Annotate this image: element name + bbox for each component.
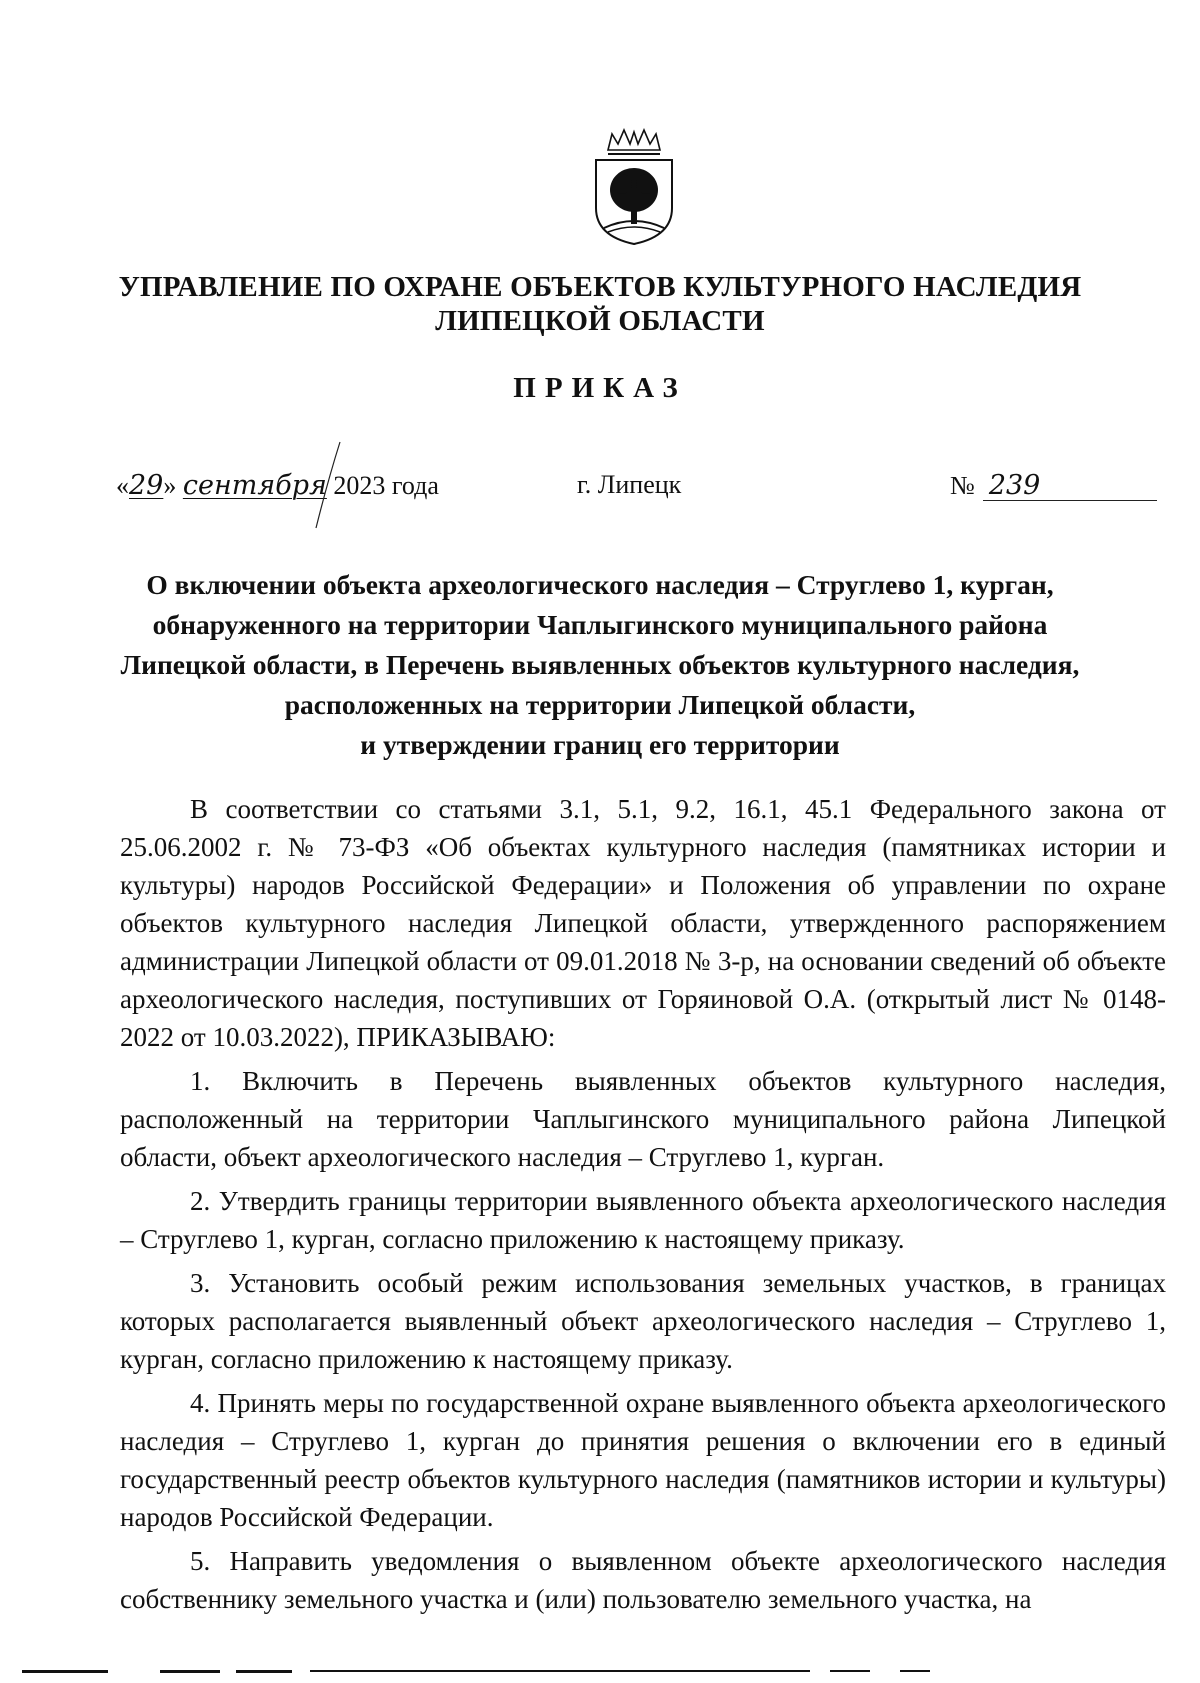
document-meta: [0, 470, 1200, 520]
document-number: [950, 470, 1166, 501]
order-item-2: 2. Утвердить границы территории выявленного объекта археологического наследия – Струглево 1, курган, согласно приложению к настоящему приказу.: [120, 1186, 1166, 1254]
document-body: [120, 790, 1166, 1624]
scan-mark: [22, 1670, 108, 1673]
number-label: №: [950, 471, 975, 500]
subject-line-4: расположенных на территории Липецкой области,: [284, 689, 916, 720]
document-type: ПРИКАЗ: [513, 372, 687, 404]
order-item-5: 5. Направить уведомления о выявленном объекте археологического наследия собственнику земельного участка и (или) пользователю земельного участка, на: [120, 1546, 1166, 1614]
scan-mark: [236, 1670, 292, 1673]
scan-mark: [160, 1670, 220, 1673]
quote-close: »: [163, 471, 177, 500]
subject-line-2: обнаруженного на территории Чаплыгинского муниципального района: [152, 609, 1048, 640]
date-year: 2023 года: [333, 471, 439, 500]
scan-mark: [900, 1670, 930, 1672]
subject-line-3: Липецкой области, в Перечень выявленных объектов культурного наследия,: [120, 649, 1080, 680]
document-city: г. Липецк: [577, 470, 682, 499]
document-date: [116, 470, 439, 501]
number-value: 239: [988, 470, 1041, 501]
subject-line-5: и утверждении границ его территории: [360, 729, 840, 760]
scan-mark: [310, 1670, 810, 1672]
organization-name: [0, 270, 1200, 338]
org-line-1: УПРАВЛЕНИЕ ПО ОХРАНЕ ОБЪЕКТОВ КУЛЬТУРНОГО НАСЛЕДИЯ: [118, 271, 1082, 303]
lipetsk-coat-of-arms-icon: [590, 128, 678, 246]
date-month: сентября: [182, 470, 327, 501]
subject-line-1: О включении объекта археологического наследия – Струглево 1, курган,: [146, 569, 1054, 600]
order-item-1: 1. Включить в Перечень выявленных объектов культурного наследия, расположенный на территории Чаплыгинского муниципального района Липецкой области, объект археологического наследия – Струглево 1, курган.: [120, 1066, 1166, 1172]
order-item-4: 4. Принять меры по государственной охране выявленного объекта археологического наследия – Струглево 1, курган до принятия решения о включении его в единый государственный реестр объектов культурного наследия (памятников истории и культуры) народов Российской Федерации.: [120, 1388, 1166, 1532]
scan-mark: [830, 1670, 870, 1672]
order-item-3: 3. Установить особый режим использования земельных участков, в границах которых располагается выявленный объект археологического наследия – Струглево 1, курган, согласно приложению к настоящему приказу.: [120, 1268, 1166, 1374]
date-day: 29: [129, 470, 164, 501]
document-subject: [0, 565, 1200, 765]
handwritten-stroke-icon: [298, 440, 358, 530]
scan-footer-marks: [0, 1670, 1200, 1676]
org-line-2: ЛИПЕЦКОЙ ОБЛАСТИ: [435, 305, 765, 337]
quote-open: «: [116, 471, 129, 500]
preamble-paragraph: В соответствии со статьями 3.1, 5.1, 9.2, 16.1, 45.1 Федерального закона от 25.06.2002 г. № 73-ФЗ «Об объектах культурного наследия (памятниках истории и культуры) народов Российской Федерации» и Положения об управлении по охране объектов культурного наследия Липецкой области, утвержденного распоряжением администрации Липецкой области от 09.01.2018 № 3-р, на основании сведений об объекте археологического наследия, поступивших от Горяиновой О.А. (открытый лист № 0148-2022 от 10.03.2022), ПРИКАЗЫВАЮ:: [120, 794, 1166, 1052]
